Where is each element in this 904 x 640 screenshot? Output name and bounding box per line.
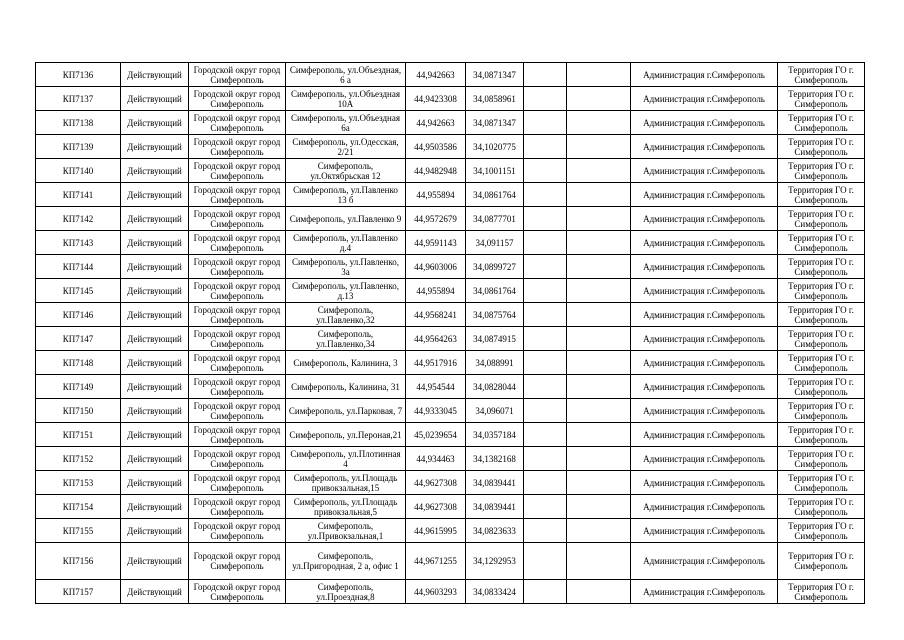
address-cell: Симферополь, Калинина, 3 bbox=[286, 351, 406, 375]
owner-cell: Администрация г.Симферополь bbox=[631, 351, 778, 375]
territory-cell: Территория ГО г. Симферополь bbox=[778, 279, 865, 303]
municipality-cell: Городской округ город Симферополь bbox=[189, 303, 286, 327]
code-cell: КП7140 bbox=[36, 159, 121, 183]
code-cell: КП7149 bbox=[36, 375, 121, 399]
code-cell: КП7142 bbox=[36, 207, 121, 231]
latitude-cell: 44,934463 bbox=[406, 447, 466, 471]
table-row bbox=[36, 471, 865, 495]
status-cell: Действующий bbox=[121, 135, 189, 159]
table-row bbox=[36, 159, 865, 183]
code-cell: КП7138 bbox=[36, 111, 121, 135]
territory-cell: Территория ГО г. Симферополь bbox=[778, 351, 865, 375]
longitude-cell: 34,0828044 bbox=[466, 375, 524, 399]
status-cell: Действующий bbox=[121, 543, 189, 580]
latitude-cell: 44,9627308 bbox=[406, 495, 466, 519]
longitude-cell: 34,096071 bbox=[466, 399, 524, 423]
longitude-cell: 34,0877701 bbox=[466, 207, 524, 231]
empty-cell bbox=[524, 183, 567, 207]
empty-cell bbox=[567, 207, 631, 231]
territory-cell: Территория ГО г. Симферополь bbox=[778, 375, 865, 399]
table-row bbox=[36, 183, 865, 207]
territory-cell: Территория ГО г. Симферополь bbox=[778, 207, 865, 231]
status-cell: Действующий bbox=[121, 375, 189, 399]
empty-cell bbox=[567, 580, 631, 604]
territory-cell: Территория ГО г. Симферополь bbox=[778, 183, 865, 207]
owner-cell: Администрация г.Симферополь bbox=[631, 303, 778, 327]
latitude-cell: 44,9333045 bbox=[406, 399, 466, 423]
table-row bbox=[36, 231, 865, 255]
empty-cell bbox=[524, 279, 567, 303]
municipality-cell: Городской округ город Симферополь bbox=[189, 159, 286, 183]
latitude-cell: 44,9627308 bbox=[406, 471, 466, 495]
address-cell: Симферополь, ул.Площадь привокзальная,15 bbox=[286, 471, 406, 495]
code-cell: КП7153 bbox=[36, 471, 121, 495]
municipality-cell: Городской округ город Симферополь bbox=[189, 279, 286, 303]
status-cell: Действующий bbox=[121, 327, 189, 351]
municipality-cell: Городской округ город Симферополь bbox=[189, 351, 286, 375]
territory-cell: Территория ГО г. Симферополь bbox=[778, 63, 865, 87]
address-cell: Симферополь, ул.Привокзальная,1 bbox=[286, 519, 406, 543]
latitude-cell: 45,0239654 bbox=[406, 423, 466, 447]
owner-cell: Администрация г.Симферополь bbox=[631, 87, 778, 111]
empty-cell bbox=[524, 399, 567, 423]
empty-cell bbox=[524, 351, 567, 375]
longitude-cell: 34,0899727 bbox=[466, 255, 524, 279]
code-cell: КП7145 bbox=[36, 279, 121, 303]
empty-cell bbox=[524, 135, 567, 159]
table-row bbox=[36, 375, 865, 399]
empty-cell bbox=[567, 303, 631, 327]
territory-cell: Территория ГО г. Симферополь bbox=[778, 580, 865, 604]
latitude-cell: 44,9591143 bbox=[406, 231, 466, 255]
municipality-cell: Городской округ город Симферополь bbox=[189, 111, 286, 135]
status-cell: Действующий bbox=[121, 63, 189, 87]
code-cell: КП7154 bbox=[36, 495, 121, 519]
code-cell: КП7143 bbox=[36, 231, 121, 255]
owner-cell: Администрация г.Симферополь bbox=[631, 231, 778, 255]
municipality-cell: Городской округ город Симферополь bbox=[189, 399, 286, 423]
empty-cell bbox=[524, 543, 567, 580]
empty-cell bbox=[524, 303, 567, 327]
empty-cell bbox=[567, 375, 631, 399]
latitude-cell: 44,9564263 bbox=[406, 327, 466, 351]
longitude-cell: 34,0858961 bbox=[466, 87, 524, 111]
address-cell: Симферополь, ул.Одесская, 2/21 bbox=[286, 135, 406, 159]
code-cell: КП7146 bbox=[36, 303, 121, 327]
longitude-cell: 34,0861764 bbox=[466, 279, 524, 303]
status-cell: Действующий bbox=[121, 207, 189, 231]
latitude-cell: 44,9568241 bbox=[406, 303, 466, 327]
owner-cell: Администрация г.Симферополь bbox=[631, 207, 778, 231]
address-cell: Симферополь, ул.Павленко,32 bbox=[286, 303, 406, 327]
table-row bbox=[36, 519, 865, 543]
longitude-cell: 34,1382168 bbox=[466, 447, 524, 471]
empty-cell bbox=[567, 423, 631, 447]
table-row bbox=[36, 303, 865, 327]
municipality-cell: Городской округ город Симферополь bbox=[189, 255, 286, 279]
latitude-cell: 44,955894 bbox=[406, 279, 466, 303]
latitude-cell: 44,954544 bbox=[406, 375, 466, 399]
status-cell: Действующий bbox=[121, 159, 189, 183]
table-row bbox=[36, 495, 865, 519]
territory-cell: Территория ГО г. Симферополь bbox=[778, 327, 865, 351]
address-cell: Симферополь, ул.Объездная, 6 а bbox=[286, 63, 406, 87]
longitude-cell: 34,0839441 bbox=[466, 495, 524, 519]
municipality-cell: Городской округ город Симферополь bbox=[189, 135, 286, 159]
longitude-cell: 34,0871347 bbox=[466, 63, 524, 87]
table-row bbox=[36, 135, 865, 159]
territory-cell: Территория ГО г. Симферополь bbox=[778, 423, 865, 447]
territory-cell: Территория ГО г. Симферополь bbox=[778, 495, 865, 519]
address-cell: Симферополь, ул.Площадь привокзальная,5 bbox=[286, 495, 406, 519]
status-cell: Действующий bbox=[121, 279, 189, 303]
longitude-cell: 34,091157 bbox=[466, 231, 524, 255]
table-row bbox=[36, 207, 865, 231]
latitude-cell: 44,942663 bbox=[406, 63, 466, 87]
empty-cell bbox=[524, 327, 567, 351]
territory-cell: Территория ГО г. Симферополь bbox=[778, 519, 865, 543]
empty-cell bbox=[524, 63, 567, 87]
status-cell: Действующий bbox=[121, 399, 189, 423]
territory-cell: Территория ГО г. Симферополь bbox=[778, 543, 865, 580]
municipality-cell: Городской округ город Симферополь bbox=[189, 375, 286, 399]
municipality-cell: Городской округ город Симферополь bbox=[189, 327, 286, 351]
registry-table-body bbox=[36, 63, 865, 604]
territory-cell: Территория ГО г. Симферополь bbox=[778, 255, 865, 279]
longitude-cell: 34,0839441 bbox=[466, 471, 524, 495]
address-cell: Симферополь, ул.Проездная,8 bbox=[286, 580, 406, 604]
empty-cell bbox=[567, 63, 631, 87]
latitude-cell: 44,9615995 bbox=[406, 519, 466, 543]
latitude-cell: 44,9423308 bbox=[406, 87, 466, 111]
longitude-cell: 34,0823633 bbox=[466, 519, 524, 543]
owner-cell: Администрация г.Симферополь bbox=[631, 423, 778, 447]
table-row bbox=[36, 351, 865, 375]
empty-cell bbox=[567, 327, 631, 351]
empty-cell bbox=[524, 231, 567, 255]
table-row bbox=[36, 399, 865, 423]
status-cell: Действующий bbox=[121, 255, 189, 279]
address-cell: Симферополь, Калинина, 31 bbox=[286, 375, 406, 399]
empty-cell bbox=[524, 255, 567, 279]
municipality-cell: Городской округ город Симферополь bbox=[189, 447, 286, 471]
table-row bbox=[36, 327, 865, 351]
status-cell: Действующий bbox=[121, 471, 189, 495]
territory-cell: Территория ГО г. Симферополь bbox=[778, 231, 865, 255]
empty-cell bbox=[567, 543, 631, 580]
empty-cell bbox=[524, 423, 567, 447]
empty-cell bbox=[567, 183, 631, 207]
empty-cell bbox=[524, 87, 567, 111]
municipality-cell: Городской округ город Симферополь bbox=[189, 471, 286, 495]
status-cell: Действующий bbox=[121, 183, 189, 207]
status-cell: Действующий bbox=[121, 495, 189, 519]
longitude-cell: 34,0357184 bbox=[466, 423, 524, 447]
address-cell: Симферополь, ул.Парковая, 7 bbox=[286, 399, 406, 423]
territory-cell: Территория ГО г. Симферополь bbox=[778, 87, 865, 111]
empty-cell bbox=[524, 519, 567, 543]
code-cell: КП7137 bbox=[36, 87, 121, 111]
address-cell: Симферополь, ул.Объездная 6а bbox=[286, 111, 406, 135]
address-cell: Симферополь, ул.Павленко д.4 bbox=[286, 231, 406, 255]
longitude-cell: 34,1020775 bbox=[466, 135, 524, 159]
owner-cell: Администрация г.Симферополь bbox=[631, 543, 778, 580]
longitude-cell: 34,1292953 bbox=[466, 543, 524, 580]
address-cell: Симферополь, ул.Павленко 9 bbox=[286, 207, 406, 231]
address-cell: Симферополь, ул.Пероная,21 bbox=[286, 423, 406, 447]
municipality-cell: Городской округ город Симферополь bbox=[189, 580, 286, 604]
empty-cell bbox=[567, 231, 631, 255]
code-cell: КП7157 bbox=[36, 580, 121, 604]
empty-cell bbox=[567, 279, 631, 303]
empty-cell bbox=[524, 471, 567, 495]
status-cell: Действующий bbox=[121, 519, 189, 543]
table-row bbox=[36, 447, 865, 471]
municipality-cell: Городской округ город Симферополь bbox=[189, 423, 286, 447]
owner-cell: Администрация г.Симферополь bbox=[631, 519, 778, 543]
owner-cell: Администрация г.Симферополь bbox=[631, 399, 778, 423]
document-page bbox=[35, 62, 865, 604]
address-cell: Симферополь, ул.Пригородная, 2 а, офис 1 bbox=[286, 543, 406, 580]
empty-cell bbox=[567, 159, 631, 183]
latitude-cell: 44,9603006 bbox=[406, 255, 466, 279]
longitude-cell: 34,0861764 bbox=[466, 183, 524, 207]
code-cell: КП7144 bbox=[36, 255, 121, 279]
empty-cell bbox=[567, 399, 631, 423]
empty-cell bbox=[567, 351, 631, 375]
status-cell: Действующий bbox=[121, 423, 189, 447]
owner-cell: Администрация г.Симферополь bbox=[631, 495, 778, 519]
longitude-cell: 34,0871347 bbox=[466, 111, 524, 135]
longitude-cell: 34,0833424 bbox=[466, 580, 524, 604]
territory-cell: Территория ГО г. Симферополь bbox=[778, 399, 865, 423]
code-cell: КП7136 bbox=[36, 63, 121, 87]
status-cell: Действующий bbox=[121, 303, 189, 327]
territory-cell: Территория ГО г. Симферополь bbox=[778, 135, 865, 159]
empty-cell bbox=[524, 447, 567, 471]
empty-cell bbox=[567, 255, 631, 279]
code-cell: КП7156 bbox=[36, 543, 121, 580]
registry-table bbox=[35, 62, 865, 604]
table-row bbox=[36, 87, 865, 111]
status-cell: Действующий bbox=[121, 351, 189, 375]
status-cell: Действующий bbox=[121, 87, 189, 111]
empty-cell bbox=[567, 135, 631, 159]
status-cell: Действующий bbox=[121, 231, 189, 255]
owner-cell: Администрация г.Симферополь bbox=[631, 375, 778, 399]
municipality-cell: Городской округ город Симферополь bbox=[189, 519, 286, 543]
table-row bbox=[36, 423, 865, 447]
address-cell: Симферополь, ул.Объездная 10А bbox=[286, 87, 406, 111]
latitude-cell: 44,9482948 bbox=[406, 159, 466, 183]
code-cell: КП7152 bbox=[36, 447, 121, 471]
code-cell: КП7147 bbox=[36, 327, 121, 351]
owner-cell: Администрация г.Симферополь bbox=[631, 63, 778, 87]
table-row bbox=[36, 255, 865, 279]
municipality-cell: Городской округ город Симферополь bbox=[189, 543, 286, 580]
latitude-cell: 44,9671255 bbox=[406, 543, 466, 580]
empty-cell bbox=[567, 495, 631, 519]
empty-cell bbox=[567, 447, 631, 471]
territory-cell: Территория ГО г. Симферополь bbox=[778, 159, 865, 183]
latitude-cell: 44,942663 bbox=[406, 111, 466, 135]
longitude-cell: 34,0875764 bbox=[466, 303, 524, 327]
territory-cell: Территория ГО г. Симферополь bbox=[778, 111, 865, 135]
municipality-cell: Городской округ город Симферополь bbox=[189, 87, 286, 111]
longitude-cell: 34,1001151 bbox=[466, 159, 524, 183]
municipality-cell: Городской округ город Симферополь bbox=[189, 495, 286, 519]
empty-cell bbox=[524, 495, 567, 519]
address-cell: Симферополь, ул.Павленко, 3а bbox=[286, 255, 406, 279]
code-cell: КП7148 bbox=[36, 351, 121, 375]
empty-cell bbox=[567, 111, 631, 135]
code-cell: КП7151 bbox=[36, 423, 121, 447]
territory-cell: Территория ГО г. Симферополь bbox=[778, 471, 865, 495]
municipality-cell: Городской округ город Симферополь bbox=[189, 63, 286, 87]
table-row bbox=[36, 543, 865, 580]
latitude-cell: 44,9517916 bbox=[406, 351, 466, 375]
table-row bbox=[36, 111, 865, 135]
status-cell: Действующий bbox=[121, 111, 189, 135]
address-cell: Симферополь, ул.Октябрьская 12 bbox=[286, 159, 406, 183]
owner-cell: Администрация г.Симферополь bbox=[631, 447, 778, 471]
longitude-cell: 34,088991 bbox=[466, 351, 524, 375]
empty-cell bbox=[567, 87, 631, 111]
empty-cell bbox=[524, 580, 567, 604]
code-cell: КП7141 bbox=[36, 183, 121, 207]
code-cell: КП7150 bbox=[36, 399, 121, 423]
status-cell: Действующий bbox=[121, 580, 189, 604]
status-cell: Действующий bbox=[121, 447, 189, 471]
municipality-cell: Городской округ город Симферополь bbox=[189, 207, 286, 231]
address-cell: Симферополь, ул.Павленко 13 б bbox=[286, 183, 406, 207]
municipality-cell: Городской округ город Симферополь bbox=[189, 183, 286, 207]
owner-cell: Администрация г.Симферополь bbox=[631, 279, 778, 303]
territory-cell: Территория ГО г. Симферополь bbox=[778, 303, 865, 327]
owner-cell: Администрация г.Симферополь bbox=[631, 580, 778, 604]
empty-cell bbox=[524, 375, 567, 399]
owner-cell: Администрация г.Симферополь bbox=[631, 471, 778, 495]
code-cell: КП7155 bbox=[36, 519, 121, 543]
code-cell: КП7139 bbox=[36, 135, 121, 159]
latitude-cell: 44,9503586 bbox=[406, 135, 466, 159]
table-row bbox=[36, 279, 865, 303]
table-row bbox=[36, 63, 865, 87]
empty-cell bbox=[567, 471, 631, 495]
empty-cell bbox=[524, 207, 567, 231]
latitude-cell: 44,9603293 bbox=[406, 580, 466, 604]
territory-cell: Территория ГО г. Симферополь bbox=[778, 447, 865, 471]
address-cell: Симферополь, ул.Павленко, д.13 bbox=[286, 279, 406, 303]
owner-cell: Администрация г.Симферополь bbox=[631, 183, 778, 207]
empty-cell bbox=[524, 159, 567, 183]
address-cell: Симферополь, ул.Плотинная 4 bbox=[286, 447, 406, 471]
owner-cell: Администрация г.Симферополь bbox=[631, 255, 778, 279]
table-row bbox=[36, 580, 865, 604]
owner-cell: Администрация г.Симферополь bbox=[631, 111, 778, 135]
empty-cell bbox=[567, 519, 631, 543]
owner-cell: Администрация г.Симферополь bbox=[631, 327, 778, 351]
owner-cell: Администрация г.Симферополь bbox=[631, 159, 778, 183]
owner-cell: Администрация г.Симферополь bbox=[631, 135, 778, 159]
latitude-cell: 44,9572679 bbox=[406, 207, 466, 231]
longitude-cell: 34,0874915 bbox=[466, 327, 524, 351]
latitude-cell: 44,955894 bbox=[406, 183, 466, 207]
municipality-cell: Городской округ город Симферополь bbox=[189, 231, 286, 255]
address-cell: Симферополь, ул.Павленко,34 bbox=[286, 327, 406, 351]
empty-cell bbox=[524, 111, 567, 135]
